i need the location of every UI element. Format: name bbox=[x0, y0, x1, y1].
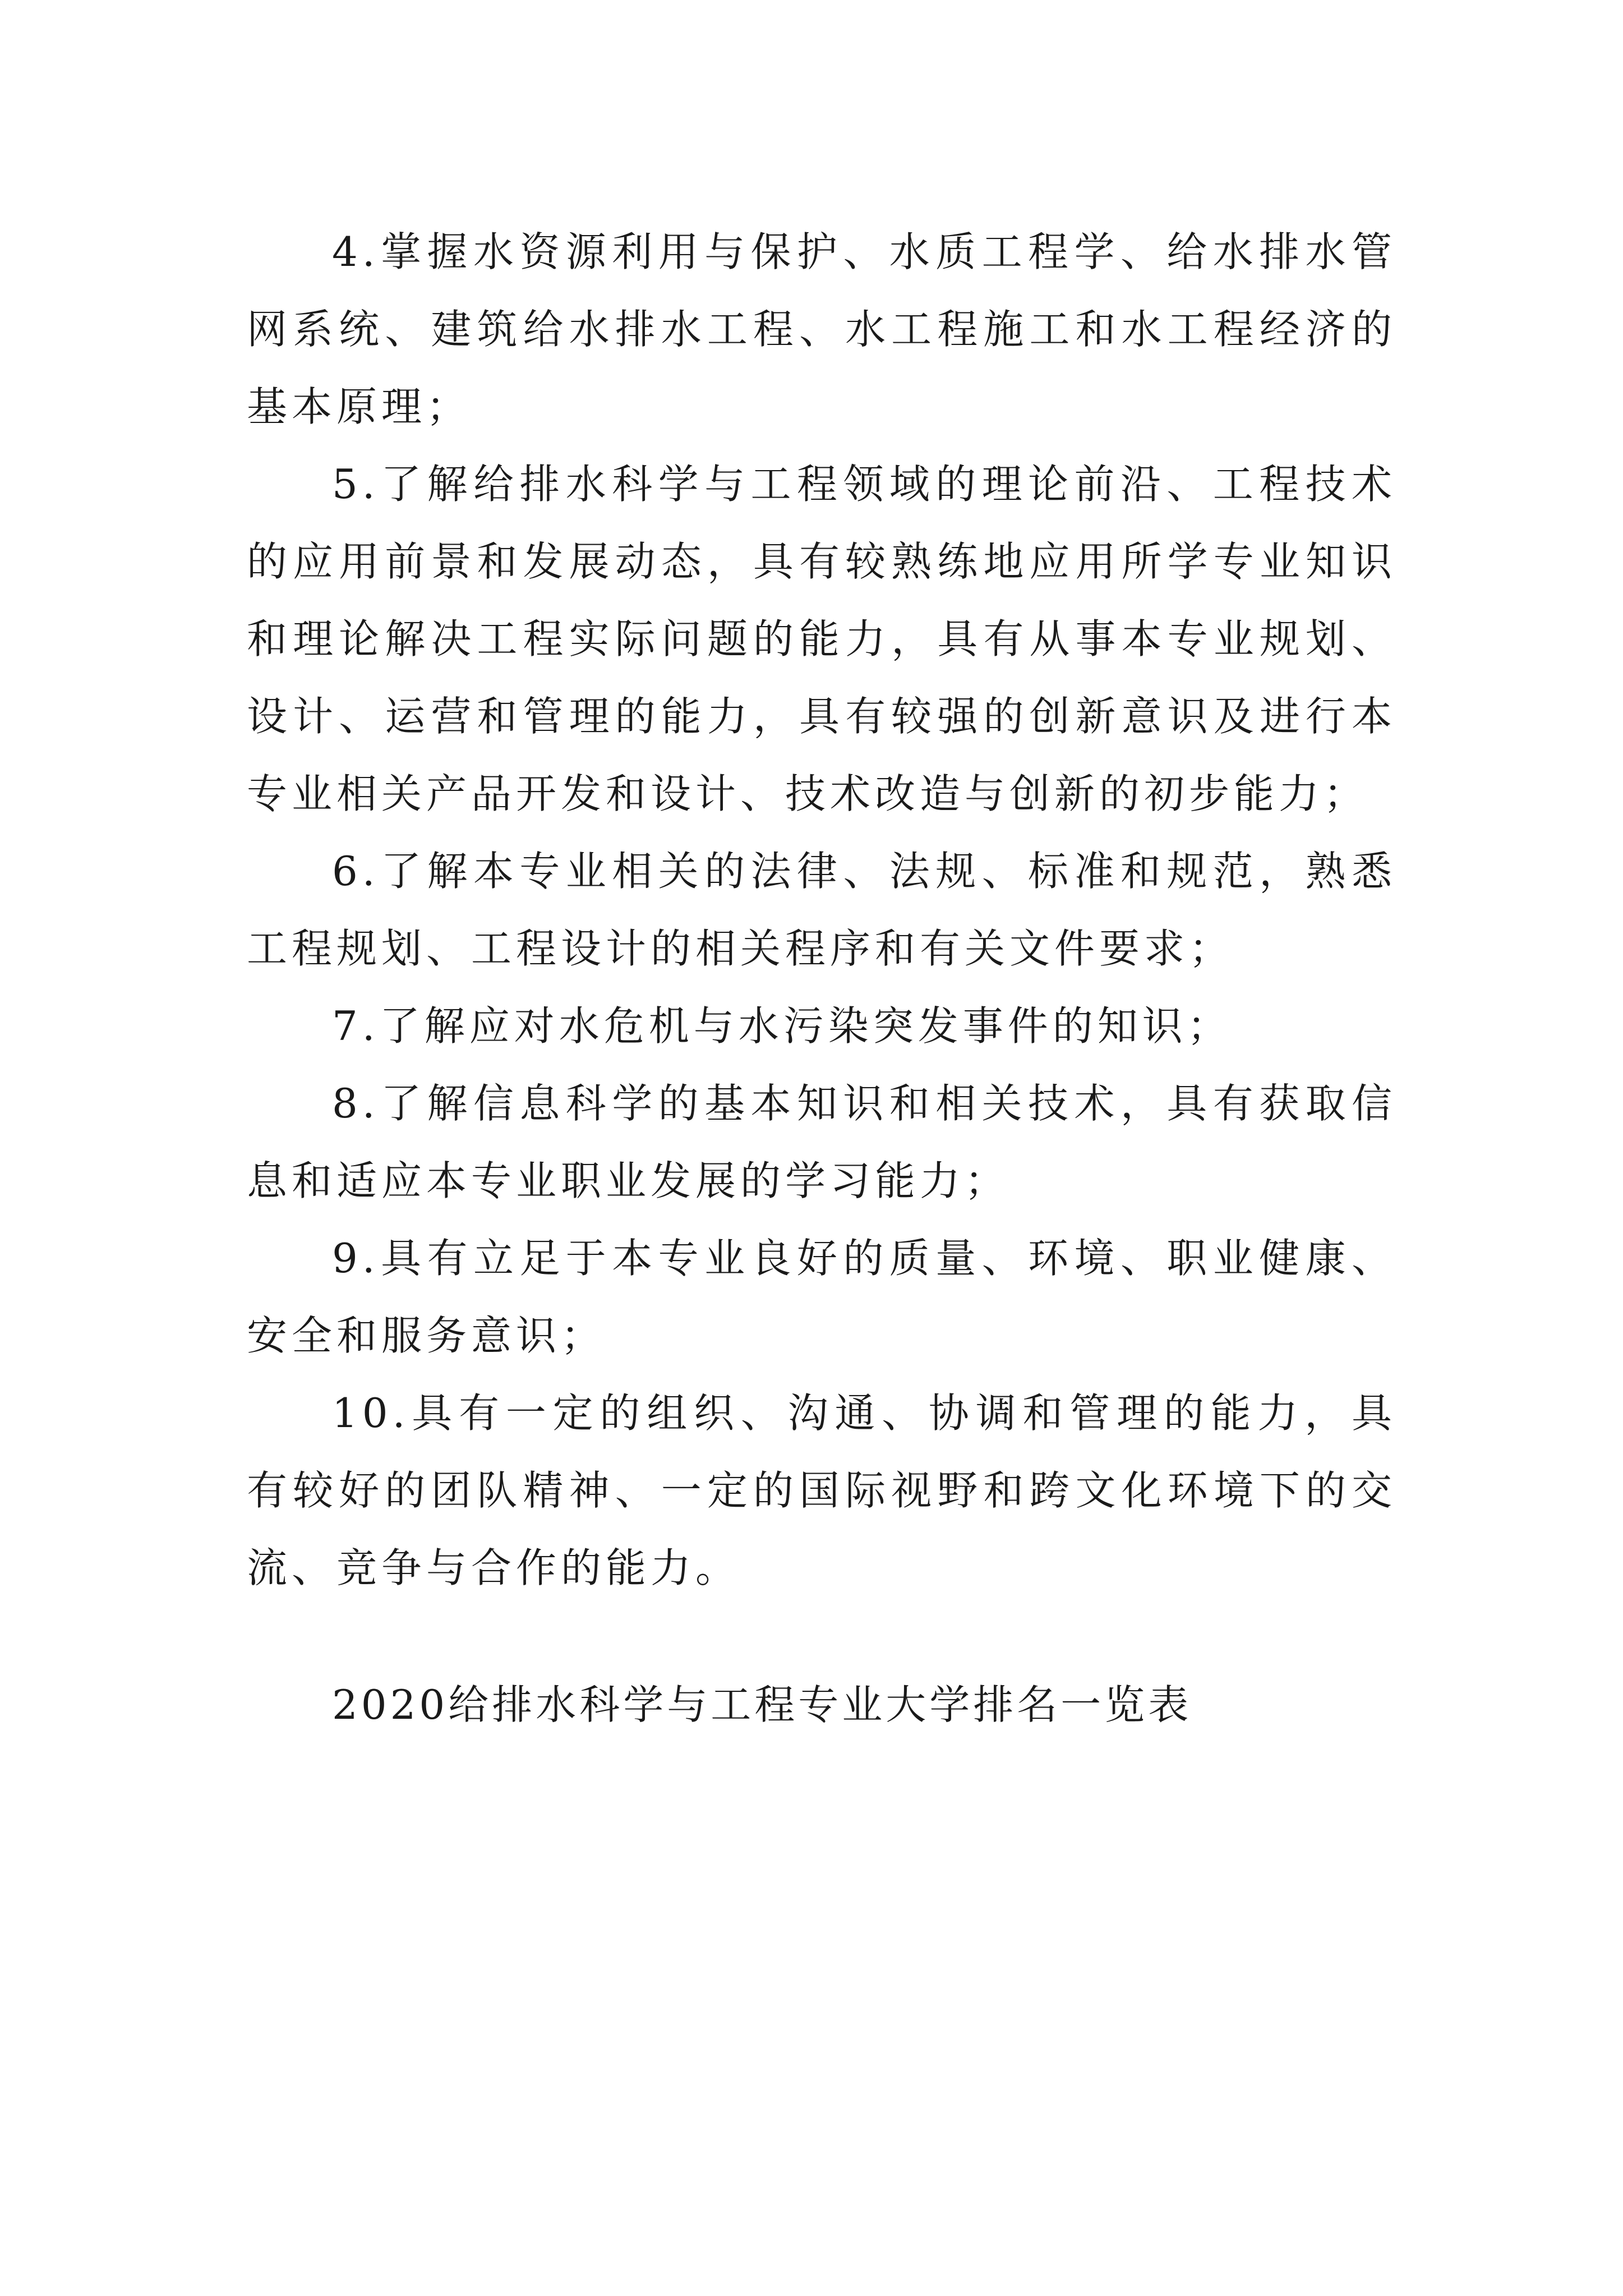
paragraph-item-7: 7.了解应对水危机与水污染突发事件的知识； bbox=[332, 1002, 1232, 1050]
paragraph-item-5: 5.了解给排水科学与工程领域的理论前沿、工程技术的应用前景和发展动态，具有较熟练地应用所学专业知识和理论解决工程实际问题的能力，具有从事本专业规划、设计、运营和管理的能力，具有较强的创新意识及进行本专业相关产品开发和设计、技术改造与创新的初步能力； bbox=[247, 461, 1396, 817]
paragraph-item-6: 6.了解本专业相关的法律、法规、标准和规范，熟悉工程规划、工程设计的相关程序和有关文件要求； bbox=[247, 848, 1396, 972]
paragraph-item-4: 4.掌握水资源利用与保护、水质工程学、给水排水管网系统、建筑给水排水工程、水工程施工和水工程经济的基本原理； bbox=[247, 228, 1396, 430]
paragraph-item-8: 8.了解信息科学的基本知识和相关技术，具有获取信息和适应本专业职业发展的学习能力； bbox=[247, 1080, 1396, 1204]
document-body bbox=[247, 213, 1396, 1607]
paragraph-item-9: 9.具有立足于本专业良好的质量、环境、职业健康、安全和服务意识； bbox=[247, 1235, 1396, 1359]
paragraph-item-10: 10.具有一定的组织、沟通、协调和管理的能力，具有较好的团队精神、一定的国际视野和跨文化环境下的交流、竞争与合作的能力。 bbox=[247, 1389, 1396, 1591]
table-title: 2020给排水科学与工程专业大学排名一览表 bbox=[332, 1681, 1192, 1728]
